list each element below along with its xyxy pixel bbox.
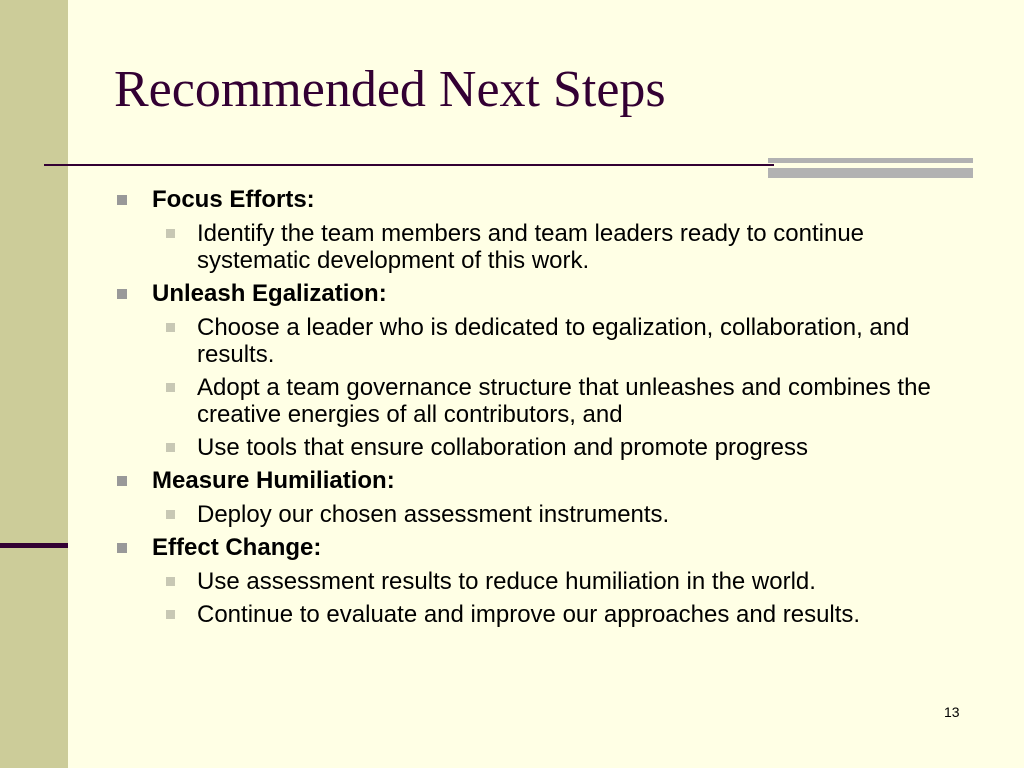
- square-bullet-icon: [166, 323, 175, 332]
- list-item-text: Identify the team members and team leaders ready to continue systematic development of this work.: [197, 220, 865, 274]
- sub-bullet-list: [152, 568, 974, 628]
- list-item-text: Adopt a team governance structure that unleashes and combines the creative energies of all contributors, and: [197, 374, 931, 428]
- square-bullet-icon: [166, 443, 175, 452]
- list-item: [152, 220, 974, 274]
- square-bullet-icon: [117, 289, 127, 299]
- list-item: [152, 601, 974, 628]
- slide-number: 13: [944, 704, 960, 720]
- section-effect-change: [114, 534, 974, 628]
- list-item: [152, 374, 974, 428]
- section-unleash-egalization: [114, 280, 974, 461]
- sub-bullet-list: [152, 501, 974, 528]
- list-item: [152, 434, 974, 461]
- square-bullet-icon: [166, 229, 175, 238]
- list-item-text: Deploy our chosen assessment instruments.: [197, 501, 670, 528]
- square-bullet-icon: [117, 195, 127, 205]
- sub-bullet-list: [152, 314, 974, 461]
- square-bullet-icon: [166, 610, 175, 619]
- slide-body: [114, 180, 974, 634]
- bullet-list: [114, 186, 974, 628]
- list-item-text: Choose a leader who is dedicated to egalization, collaboration, and results.: [197, 314, 910, 368]
- list-item-text: Continue to evaluate and improve our approaches and results.: [197, 601, 861, 628]
- list-item: [152, 501, 974, 528]
- slide-title: Recommended Next Steps: [114, 61, 666, 118]
- square-bullet-icon: [166, 383, 175, 392]
- list-item-text: Use assessment results to reduce humiliation in the world.: [197, 568, 816, 595]
- list-item: [152, 568, 974, 595]
- left-accent-rule: [0, 543, 68, 548]
- list-item-text: Use tools that ensure collaboration and promote progress: [197, 434, 809, 461]
- grey-accent-bar-bottom: [768, 168, 973, 178]
- section-heading: Unleash Egalization:: [152, 280, 387, 307]
- list-item: [152, 314, 974, 368]
- section-measure-humiliation: [114, 467, 974, 528]
- section-focus-efforts: [114, 186, 974, 274]
- square-bullet-icon: [117, 543, 127, 553]
- square-bullet-icon: [166, 577, 175, 586]
- section-heading: Effect Change:: [152, 534, 322, 561]
- section-heading: Measure Humiliation:: [152, 467, 395, 494]
- square-bullet-icon: [117, 476, 127, 486]
- sub-bullet-list: [152, 220, 974, 274]
- grey-accent-bar-top: [768, 158, 973, 163]
- left-decorative-band: [0, 0, 68, 768]
- title-underline-rule: [44, 164, 774, 166]
- square-bullet-icon: [166, 510, 175, 519]
- section-heading: Focus Efforts:: [152, 186, 315, 213]
